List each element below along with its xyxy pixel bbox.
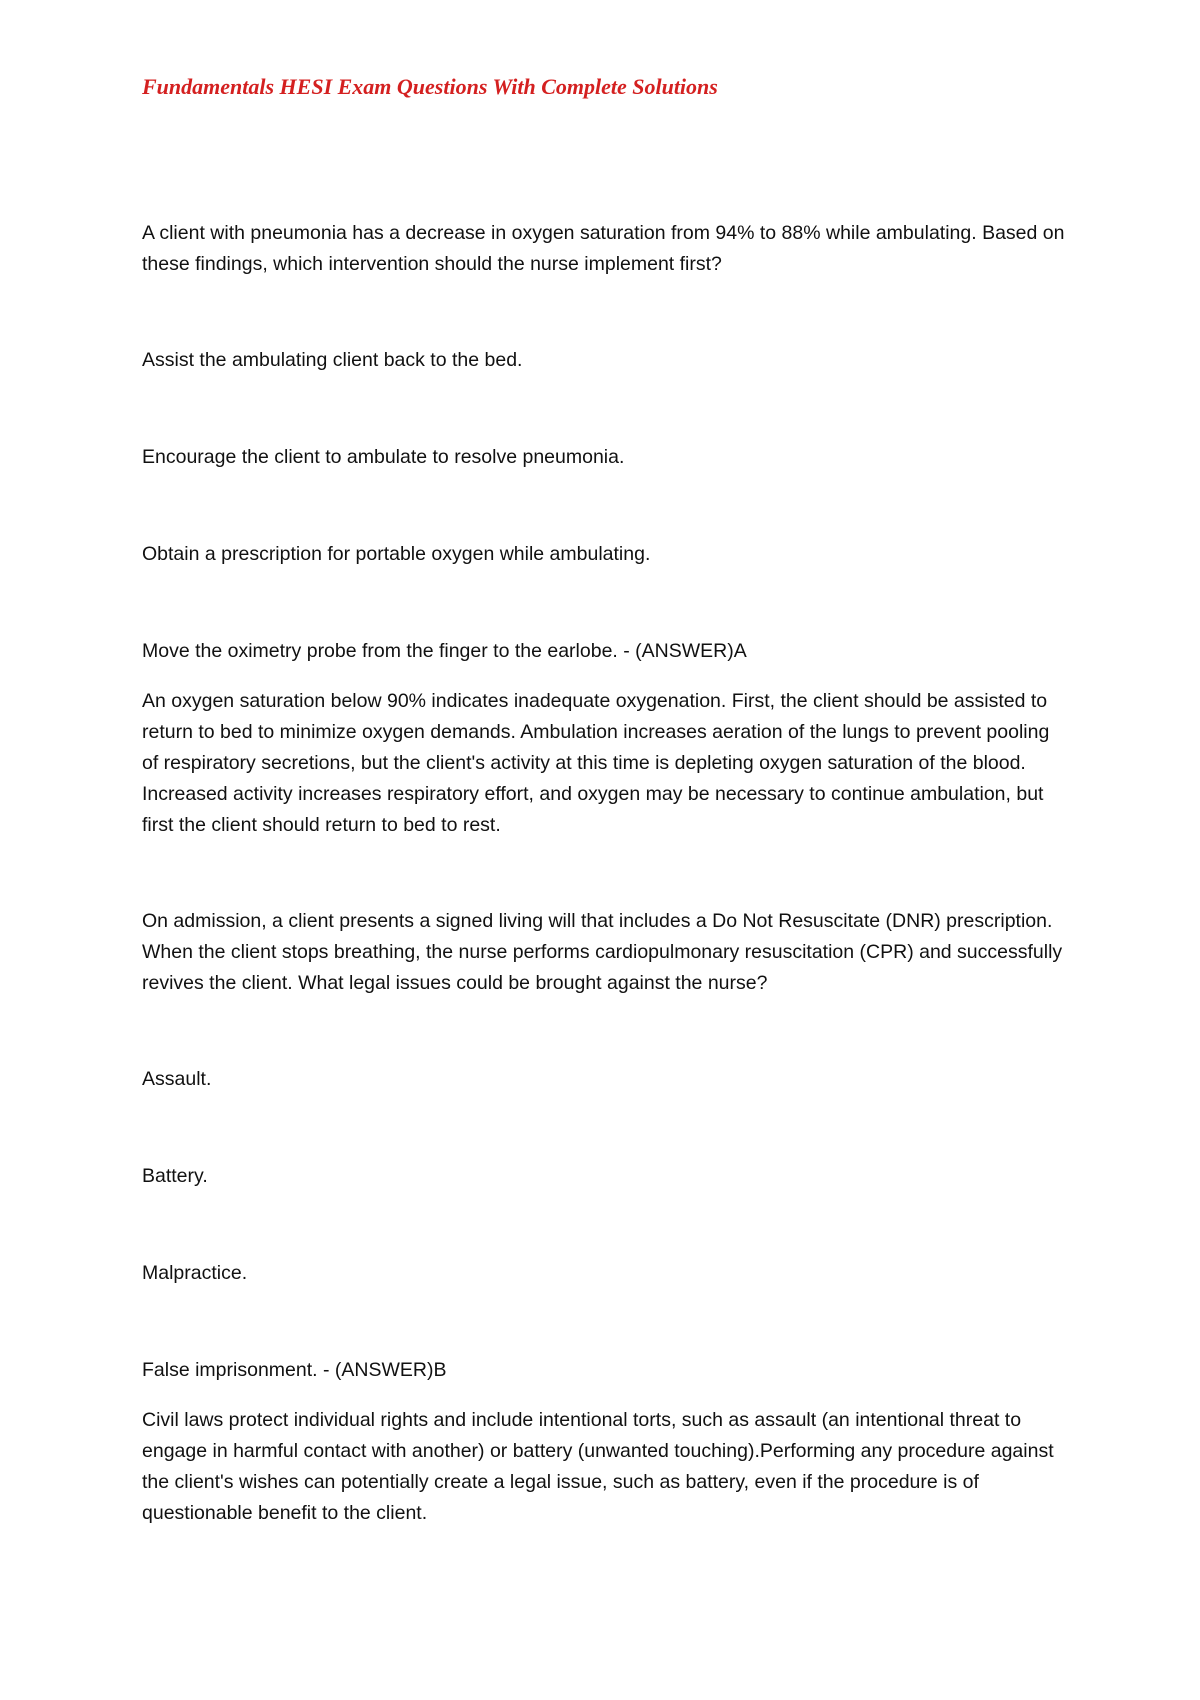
- question-1-rationale: An oxygen saturation below 90% indicates inadequate oxygenation. First, the client should be assisted to return to bed to minimize oxygen demands. Ambulation increases aeration of the lungs to prevent pooling of respiratory secretions, but the client's activity at this time is depleting oxygen saturation of the blood. Increased activity increases respiratory effort, and oxygen may be necessary to continue ambulation, but first the client should return to bed to rest.: [142, 690, 1050, 836]
- question-1-option-b: Encourage the client to ambulate to resolve pneumonia.: [142, 446, 625, 468]
- question-1-text: A client with pneumonia has a decrease in oxygen saturation from 94% to 88% while ambulating. Based on these findings, which intervention should the nurse implement first?: [142, 222, 1065, 275]
- question-2-text: On admission, a client presents a signed living will that includes a Do Not Resuscitate (DNR) prescription. When the client stops breathing, the nurse performs cardiopulmonary resuscitation (CPR) and successfully revives the client. What legal issues could be brought against the nurse?: [142, 910, 1063, 994]
- question-2-option-a: Assault.: [142, 1068, 212, 1090]
- question-2-option-b: Battery.: [142, 1165, 208, 1187]
- question-1-option-c: Obtain a prescription for portable oxygen while ambulating.: [142, 543, 651, 565]
- question-2-option-d-answer: False imprisonment. - (ANSWER)B: [142, 1359, 447, 1381]
- question-1-option-a: Assist the ambulating client back to the bed.: [142, 349, 523, 371]
- question-1-option-d-answer: Move the oximetry probe from the finger to the earlobe. - (ANSWER)A: [142, 640, 747, 662]
- document-title: Fundamentals HESI Exam Questions With Complete Solutions: [142, 74, 718, 99]
- question-2-option-c: Malpractice.: [142, 1262, 248, 1284]
- question-2-rationale: Civil laws protect individual rights and include intentional torts, such as assault (an intentional threat to engage in harmful contact with another) or battery (unwanted touching).Performing any procedure against the client's wishes can potentially create a legal issue, such as battery, even if the procedure is of questionable benefit to the client.: [142, 1409, 1054, 1524]
